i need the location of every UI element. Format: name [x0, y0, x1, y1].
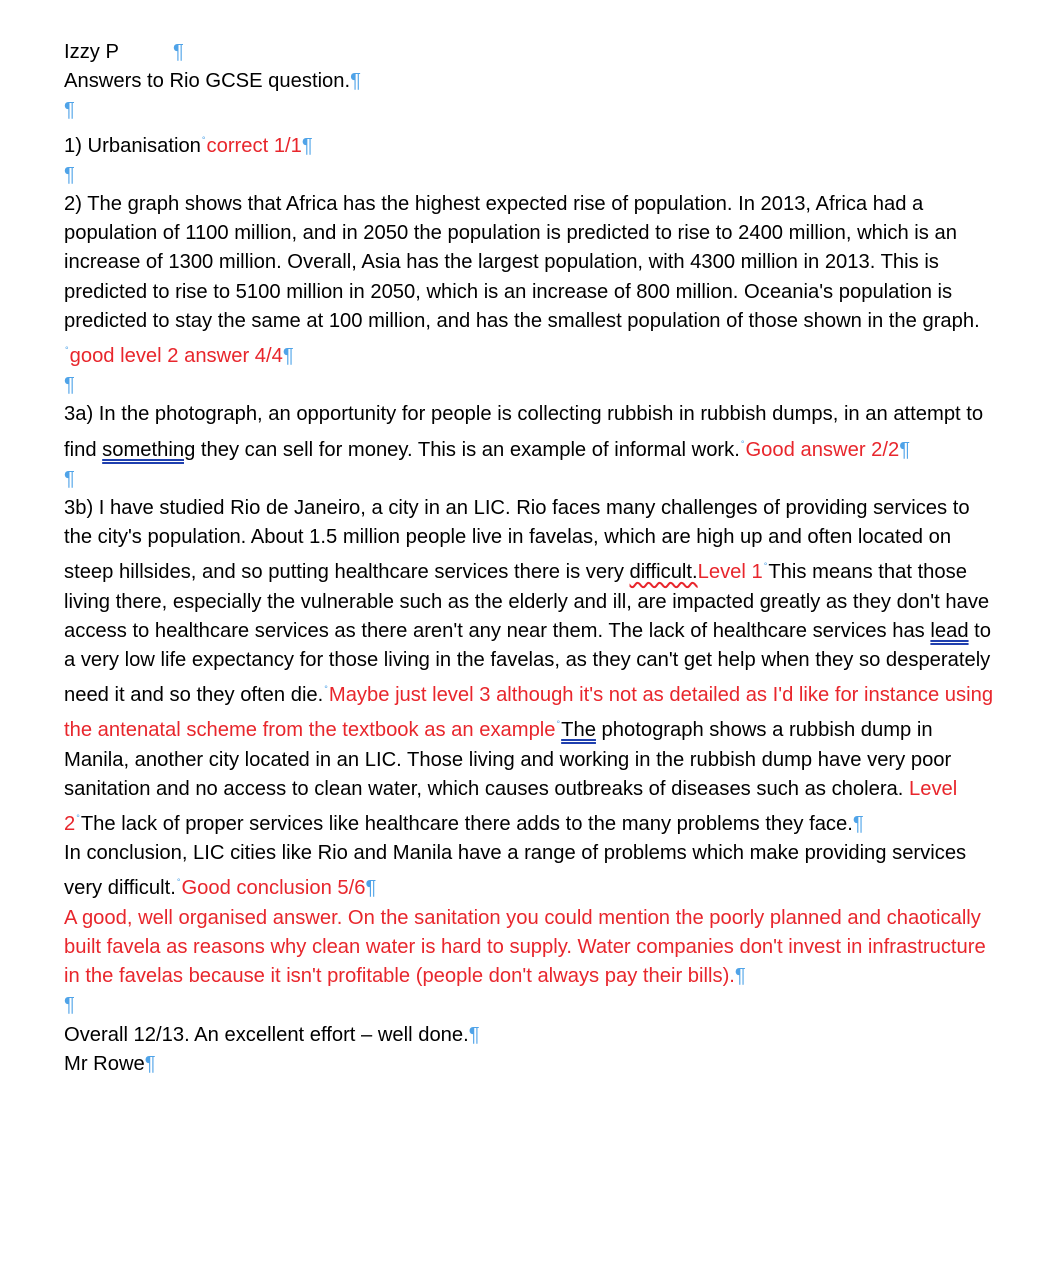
answer-1-text: 1) Urbanisation — [64, 134, 201, 157]
paragraph-mark-icon: ¶ — [64, 467, 75, 490]
paragraph-mark-icon: ¶ — [282, 345, 294, 368]
paragraph-mark-icon: ¶ — [365, 877, 377, 900]
document-page — [64, 38, 994, 1079]
spelling-flagged-word[interactable]: difficult. — [629, 561, 698, 584]
paragraph-mark-icon: ¶ — [301, 134, 313, 157]
teacher-feedback: A good, well organised answer. On the sanitation you could mention the poorly planned and chaotically built favela as reasons why clean water is hard to supply. Water companies don't invest in infrastructure in the favelas because it isn't profitable (people don't always pay their bills).¶ — [64, 906, 986, 988]
comment-anchor-icon: ° — [324, 684, 328, 695]
answer-3a-mark: Good answer 2/2 — [745, 438, 900, 461]
grammar-flagged-word[interactable]: lead — [930, 619, 969, 642]
grammar-flagged-word[interactable]: something — [102, 438, 196, 461]
teacher-signature: Mr Rowe¶ — [64, 1052, 156, 1075]
student-name: Izzy P — [64, 41, 119, 63]
paragraph-mark-icon: ¶ — [350, 70, 361, 93]
comment-anchor-icon: ° — [740, 438, 745, 449]
answer-1 — [64, 126, 994, 161]
answer-2-mark: good level 2 answer 4/4 — [69, 345, 283, 368]
teacher-comment: Maybe just level 3 although it's not as detailed as I'd like for instance using the antenatal scheme from the textbook as an example — [64, 684, 994, 742]
paragraph-mark-icon: ¶ — [468, 1023, 480, 1046]
comment-anchor-icon: ° — [65, 345, 69, 356]
answer-3a: 3a) In the photograph, an opportunity for people is collecting rubbish in rubbish dumps, in an attempt to find something they can sell for money. This is an example of informal work.°Good answer 2/2¶ — [64, 403, 984, 461]
empty-paragraph — [64, 991, 994, 1020]
comment-anchor-icon: ° — [201, 134, 206, 145]
conclusion-mark: Good conclusion 5/6 — [181, 877, 366, 900]
empty-paragraph — [64, 465, 994, 494]
paragraph-mark-icon: ¶ — [734, 965, 746, 988]
document-title: Answers to Rio GCSE question.¶ — [64, 70, 361, 93]
paragraph-mark-icon: ¶ — [852, 813, 864, 836]
answer-2-text: 2) The graph shows that Africa has the highest expected rise of population. In 2013, Africa had a population of 1100 million, and in 2050 the population is predicted to rise to 2400 million, which is an increase of 1300 million. Overall, Asia has the largest population, with 4300 million in 2013. This is predicted to rise to 5100 million in 2050, which is an increase of 800 million. Oceania's population is predicted to stay the same at 100 million, and has the smallest population of those shown in the graph. — [64, 193, 980, 332]
answer-2 — [64, 190, 994, 371]
empty-paragraph — [64, 371, 994, 400]
paragraph-mark-icon: ¶ — [64, 374, 75, 397]
paragraph-mark-icon: ¶ — [64, 99, 75, 122]
answer-3b: 3b) I have studied Rio de Janeiro, a city in an LIC. Rio faces many challenges of providing services to the city's population. About 1.5 million people live in favelas, which are high up and often located on steep hillsides, and so putting healthcare services there is very difficult.Level 1°This means that those living there, especially the vulnerable such as the elderly and ill, are impacted greatly as they don't have access to healthcare services as there aren't any near them. The lack of healthcare services has lead to a very low life expectancy for those living in the favelas, as they can't get help when they so desperately need it and so they often die.°Maybe just level 3 although it's not as detailed as I'd like for instance using the antenatal scheme from the textbook as an example°The photograph shows a rubbish dump in Manila, another city located in an LIC. Those living and working in the rubbish dump have very poor sanitation and no access to clean water, which causes outbreaks of diseases such as cholera. Level 2°The lack of proper services like healthcare there adds to the many problems they face.¶ — [64, 497, 994, 836]
paragraph-mark-icon: ¶ — [144, 1052, 156, 1075]
level-1-marker: Level 1 — [697, 561, 763, 584]
comment-anchor-icon: ° — [556, 719, 561, 730]
student-name-line — [64, 38, 994, 67]
level-2-marker: Level 2 — [64, 777, 958, 836]
paragraph-mark-icon: ¶ — [899, 438, 911, 461]
comment-anchor-icon: ° — [76, 813, 80, 824]
empty-paragraph — [64, 161, 994, 190]
paragraph-mark-icon: ¶ — [64, 994, 75, 1017]
comment-anchor-icon: ° — [176, 877, 181, 888]
conclusion: In conclusion, LIC cities like Rio and Manila have a range of problems which make providing services very difficult.°Good conclusion 5/6¶ — [64, 842, 967, 900]
comment-anchor-icon: ° — [763, 561, 768, 572]
paragraph-mark-icon: ¶ — [172, 41, 184, 63]
overall-mark: Overall 12/13. An excellent effort – well done.¶ — [64, 1023, 480, 1046]
grammar-flagged-word[interactable]: The — [561, 719, 596, 742]
empty-paragraph — [64, 96, 994, 125]
paragraph-mark-icon: ¶ — [64, 163, 75, 186]
answer-1-mark: correct 1/1 — [206, 134, 302, 157]
